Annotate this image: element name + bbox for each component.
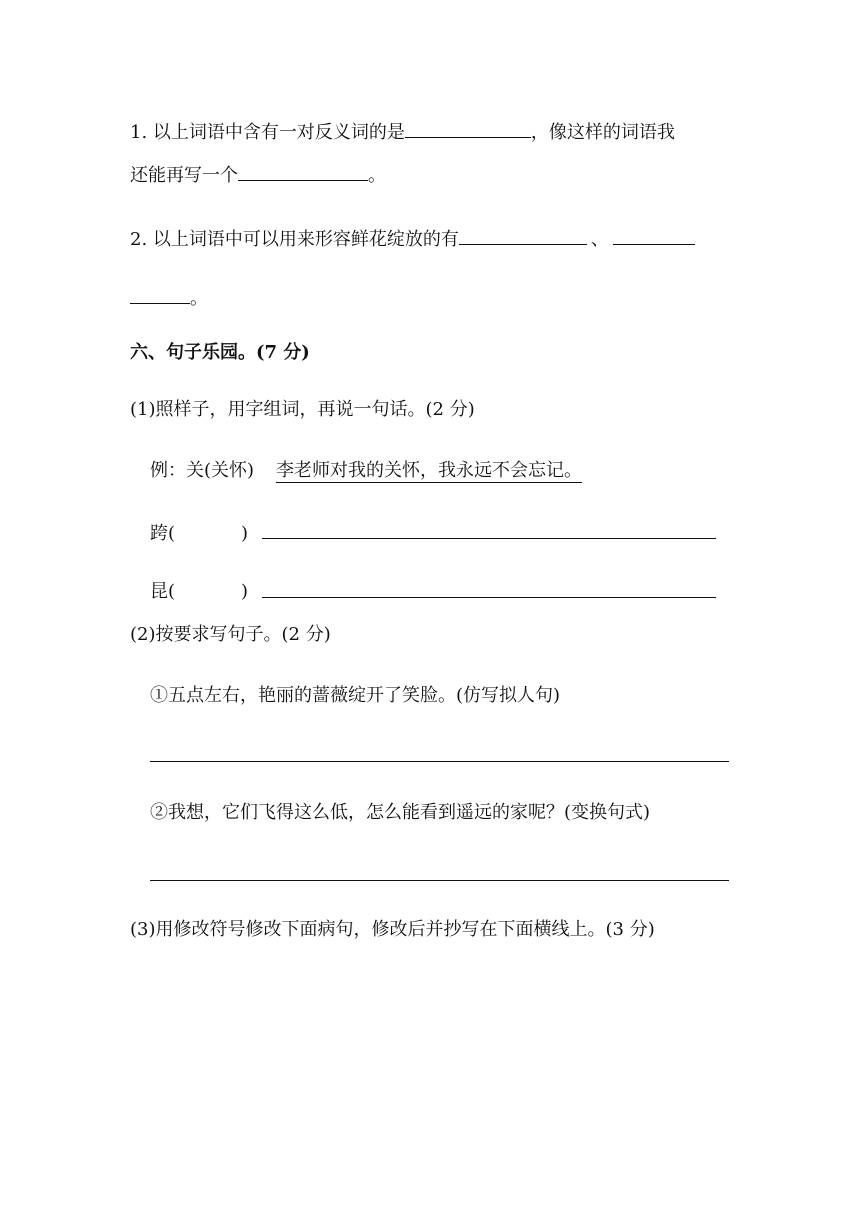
item-2-close: ) <box>241 581 249 602</box>
question-1-blank-2[interactable] <box>238 160 368 181</box>
example-line <box>150 459 582 483</box>
item-2-sentence-line[interactable] <box>262 597 716 598</box>
item-2-char: 昆( <box>150 581 176 602</box>
section-6-title: 六、句子乐园。(7 分) <box>130 342 310 363</box>
question-1-middle: ，像这样的词语我 <box>530 122 675 143</box>
part-3-title: (3)用修改符号修改下面病句，修改后并抄写在下面横线上。(3 分) <box>130 919 655 940</box>
part-1-title: (1)照样子，用字组词，再说一句话。(2 分) <box>130 399 475 420</box>
question-2-line-1 <box>130 224 695 252</box>
item-1-char: 跨( <box>150 523 176 544</box>
question-1-prefix: 1. 以上词语中含有一对反义词的是 <box>130 122 405 143</box>
question-2-blank-2[interactable] <box>613 224 695 245</box>
example-label: 例：关(关怀) <box>150 460 255 481</box>
item-1-close: ) <box>241 523 249 544</box>
item-1-line <box>150 519 248 546</box>
question-1-blank-1[interactable] <box>405 117 531 138</box>
question-1-line-2 <box>130 160 386 188</box>
item-1-word-blank[interactable] <box>175 519 241 539</box>
part-2-title: (2)按要求写句子。(2 分) <box>130 624 331 645</box>
question-1-line-1 <box>130 117 675 145</box>
sentence-2: ②我想，它们飞得这么低，怎么能看到遥远的家呢？(变换句式) <box>150 802 651 823</box>
question-1-line2-text: 还能再写一个 <box>130 165 238 186</box>
question-2-blank-2-continued[interactable] <box>130 283 190 304</box>
sentence-1: ①五点左右，艳丽的蔷薇绽开了笑脸。(仿写拟人句) <box>150 685 561 706</box>
question-1-end: 。 <box>368 165 386 186</box>
question-2-line-2 <box>130 283 208 311</box>
example-sentence: 李老师对我的关怀，我永远不会忘记。 <box>276 460 583 481</box>
item-2-word-blank[interactable] <box>175 577 241 597</box>
item-1-sentence-line[interactable] <box>262 538 716 539</box>
question-2-blank-1[interactable] <box>459 224 587 245</box>
sentence-2-answer-line[interactable] <box>150 880 729 881</box>
sentence-1-answer-line[interactable] <box>150 761 729 762</box>
question-2-prefix: 2. 以上词语中可以用来形容鲜花绽放的有 <box>130 229 459 250</box>
item-2-line <box>150 577 248 604</box>
question-2-separator: 、 <box>590 229 609 250</box>
question-2-end: 。 <box>190 288 208 309</box>
